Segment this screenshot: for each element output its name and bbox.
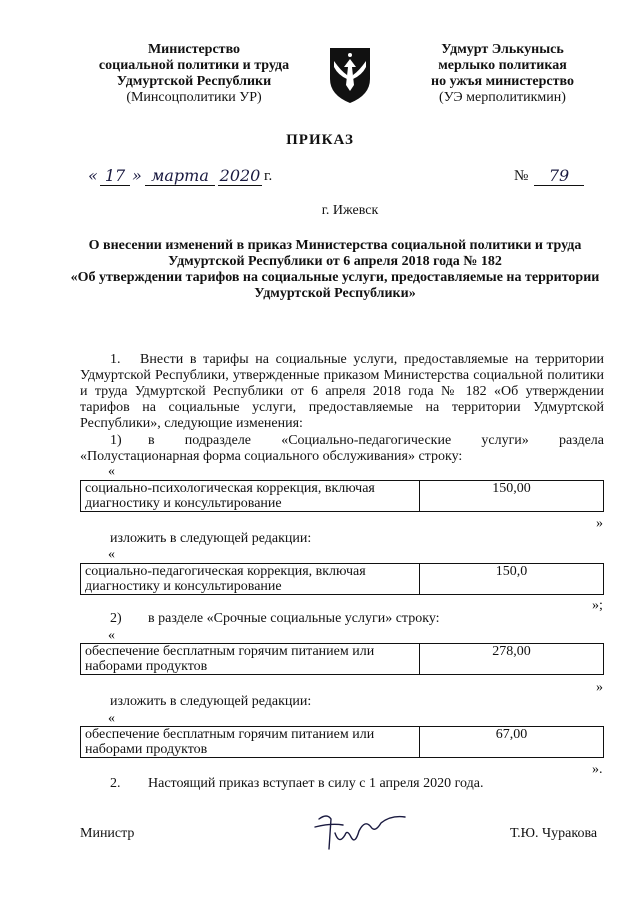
table3-open-quote: « bbox=[108, 628, 115, 643]
subject-line: Удмуртской Республики» bbox=[254, 286, 416, 301]
header-left-line: Удмуртской Республики bbox=[116, 74, 272, 89]
table1-close-quote: » bbox=[596, 516, 603, 531]
item1-first-line bbox=[80, 433, 604, 449]
para2-text: Настоящий приказ вступает в силу с 1 апреля 2020 года. bbox=[148, 776, 484, 791]
subject-line: Удмуртской Республики от 6 апреля 2018 года № 182 bbox=[168, 254, 502, 269]
number-label: № bbox=[514, 168, 529, 184]
service-name-line: диагностику и консультирование bbox=[85, 579, 282, 594]
item2-text: в разделе «Срочные социальные услуги» строку: bbox=[148, 611, 440, 626]
service-name-cell bbox=[81, 644, 420, 675]
date-close-quote: » bbox=[132, 166, 142, 185]
order-date bbox=[88, 166, 288, 188]
paragraph-1 bbox=[80, 352, 604, 432]
table4-open-quote: « bbox=[108, 711, 115, 726]
header-right-line: но ужъя министерство bbox=[431, 74, 574, 89]
para1-line: Удмуртской Республики, утвержденные приказом Министерства социальной политики bbox=[80, 368, 604, 383]
table4-close-quote: ». bbox=[592, 762, 603, 777]
ministry-header-ru bbox=[80, 42, 308, 106]
service-name-line: обеспечение бесплатным горячим питанием или bbox=[85, 727, 375, 742]
header-right-line: (УЭ мерполитикмин) bbox=[439, 90, 566, 105]
signer-position: Министр bbox=[80, 826, 135, 841]
para1-line: и труда Удмуртской Республики от 6 апреля 2018 года № 182 «Об утверждении bbox=[80, 384, 604, 399]
service-name-line: социально-психологическая коррекция, включая bbox=[85, 481, 375, 496]
subject-line: О внесении изменений в приказ Министерства социальной политики и труда bbox=[88, 238, 582, 253]
header-right-line: Удмурт Элькунысь bbox=[441, 42, 564, 57]
number-value: 79 bbox=[534, 166, 584, 186]
tariff-table-1 bbox=[80, 480, 604, 512]
city: г. Ижевск bbox=[321, 203, 379, 218]
udmurt-emblem-icon bbox=[325, 45, 375, 105]
date-open-quote: « bbox=[88, 166, 98, 185]
item-1 bbox=[80, 433, 604, 465]
date-month: марта bbox=[145, 166, 215, 186]
service-name-line: наборами продуктов bbox=[85, 742, 208, 757]
table-row bbox=[81, 644, 604, 675]
tariff-value-cell: 67,00 bbox=[420, 727, 604, 758]
service-name-cell bbox=[81, 564, 420, 595]
service-name-line: наборами продуктов bbox=[85, 659, 208, 674]
para2-number: 2. bbox=[110, 776, 121, 791]
para1-number: 1. bbox=[110, 352, 121, 367]
paragraph-2 bbox=[110, 776, 483, 792]
header-right-line: мерлыко политикая bbox=[438, 58, 567, 73]
table1-open-quote: « bbox=[108, 464, 115, 479]
signer-name: Т.Ю. Чуракова bbox=[510, 826, 598, 841]
tariff-value-cell: 150,0 bbox=[420, 564, 604, 595]
ministry-header-udm bbox=[395, 42, 610, 106]
edit-phrase: изложить в следующей редакции: bbox=[110, 694, 312, 709]
date-suffix: г. bbox=[264, 168, 273, 184]
item-2 bbox=[110, 611, 440, 627]
document-title: ПРИКАЗ bbox=[286, 132, 354, 148]
para1-last-line: Республики», следующие изменения: bbox=[80, 416, 303, 431]
date-year: 2020 bbox=[219, 166, 261, 185]
tariff-table-2 bbox=[80, 563, 604, 595]
service-name-line: обеспечение бесплатным горячим питанием или bbox=[85, 644, 375, 659]
table3-close-quote: » bbox=[596, 680, 603, 695]
item1-number: 1) bbox=[110, 433, 122, 448]
tariff-value-cell: 150,00 bbox=[420, 481, 604, 512]
edit-phrase: изложить в следующей редакции: bbox=[110, 531, 312, 546]
table-row bbox=[81, 727, 604, 758]
item1-line: в подразделе «Социально-педагогические услуги» раздела bbox=[148, 433, 604, 448]
item1-line: «Полустационарная форма социального обслуживания» строку: bbox=[80, 449, 463, 464]
item2-number: 2) bbox=[110, 611, 122, 626]
header-left-line: Министерство bbox=[147, 42, 241, 57]
header-left-line: социальной политики и труда bbox=[98, 58, 290, 73]
signature-icon bbox=[305, 805, 415, 860]
header-left-line: (Минсоцполитики УР) bbox=[126, 90, 262, 105]
order-subject bbox=[70, 238, 600, 302]
tariff-table-3 bbox=[80, 643, 604, 675]
tariff-table-4 bbox=[80, 726, 604, 758]
date-day: 17 bbox=[100, 166, 130, 186]
order-number bbox=[514, 166, 594, 188]
service-name-cell bbox=[81, 481, 420, 512]
tariff-value-cell: 278,00 bbox=[420, 644, 604, 675]
table2-open-quote: « bbox=[108, 547, 115, 562]
service-name-line: диагностику и консультирование bbox=[85, 496, 282, 511]
service-name-line: социально-педагогическая коррекция, включая bbox=[85, 564, 366, 579]
table-row bbox=[81, 564, 604, 595]
para1-first-line bbox=[80, 352, 604, 368]
service-name-cell bbox=[81, 727, 420, 758]
table-row bbox=[81, 481, 604, 512]
table2-close-quote: »; bbox=[592, 598, 603, 613]
para1-line: тарифов на социальные услуги, предоставляемые на территории Удмуртской bbox=[80, 400, 604, 415]
para1-line: Внести в тарифы на социальные услуги, предоставляемые на территории bbox=[140, 352, 604, 367]
subject-line: «Об утверждении тарифов на социальные услуги, предоставляемые на территории bbox=[70, 270, 600, 285]
